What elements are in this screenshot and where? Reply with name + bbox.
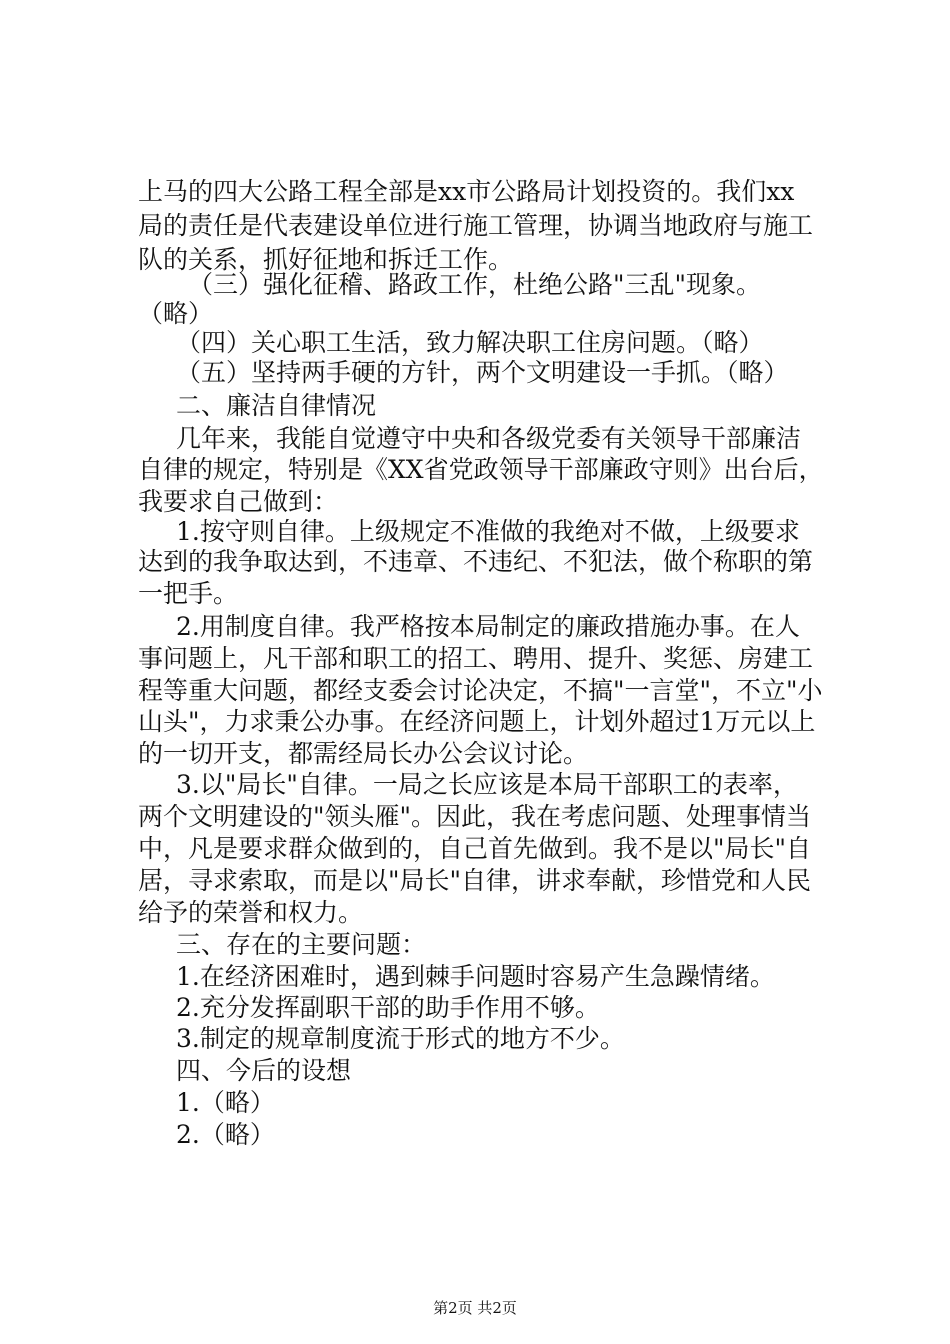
text-line: 居，寻求索取，而是以"局长"自律，讲求奉献，珍惜党和人民 [138, 866, 812, 895]
text-line: 1.（略） [176, 1088, 275, 1117]
section-heading: 三、存在的主要问题： [176, 930, 427, 959]
text-line: 2.用制度自律。我严格按本局制定的廉政措施办事。在人 [176, 612, 800, 641]
text-line: （三）强化征稽、路政工作，杜绝公路"三乱"现象。 [188, 270, 762, 299]
text-line: 两个文明建设的"领头雁"。因此，我在考虑问题、处理事情当 [138, 802, 812, 831]
section-heading: 四、今后的设想 [176, 1056, 352, 1085]
text-line: 队的关系，抓好征地和拆迁工作。 [138, 245, 514, 274]
text-line: 2.充分发挥副职干部的助手作用不够。 [176, 993, 600, 1022]
text-line: 给予的荣誉和权力。 [138, 898, 364, 927]
text-line: 达到的我争取达到，不违章、不违纪、不犯法，做个称职的第 [138, 547, 814, 576]
text-line: 事问题上，凡干部和职工的招工、聘用、提升、奖惩、房建工 [138, 644, 814, 673]
page-number-footer: 第2页 共2页 [433, 1299, 517, 1317]
text-line: 中，凡是要求群众做到的，自己首先做到。我不是以"局长"自 [138, 834, 812, 863]
text-line: 我要求自己做到： [138, 487, 339, 516]
text-line: 3.制定的规章制度流于形式的地方不少。 [176, 1024, 625, 1053]
text-line: 3.以"局长"自律。一局之长应该是本局干部职工的表率， [176, 770, 798, 799]
text-line: 自律的规定，特别是《XX省党政领导干部廉政守则》出台后， [138, 455, 824, 484]
text-line: 2.（略） [176, 1120, 275, 1149]
text-line: 上马的四大公路工程全部是xx市公路局计划投资的。我们xx [138, 177, 795, 206]
text-line: 山头"，力求秉公办事。在经济问题上，计划外超过1万元以上 [138, 707, 816, 736]
text-line: 1.在经济困难时，遇到棘手问题时容易产生急躁情绪。 [176, 962, 775, 991]
text-line: （五）坚持两手硬的方针，两个文明建设一手抓。（略） [176, 358, 789, 387]
section-heading: 二、廉洁自律情况 [176, 391, 377, 420]
text-line: 程等重大问题，都经支委会讨论决定，不搞"一言堂"，不立"小 [138, 676, 823, 705]
text-line: 几年来，我能自觉遵守中央和各级党委有关领导干部廉洁 [176, 424, 802, 453]
text-line: （略） [138, 299, 214, 328]
text-line: （四）关心职工生活，致力解决职工住房问题。（略） [176, 328, 764, 357]
text-line: 一把手。 [138, 579, 239, 608]
text-line: 的一切开支，都需经局长办公会议讨论。 [138, 739, 589, 768]
text-line: 局的责任是代表建设单位进行施工管理，协调当地政府与施工 [138, 211, 814, 240]
text-line: 1.按守则自律。上级规定不准做的我绝对不做，上级要求 [176, 517, 800, 546]
